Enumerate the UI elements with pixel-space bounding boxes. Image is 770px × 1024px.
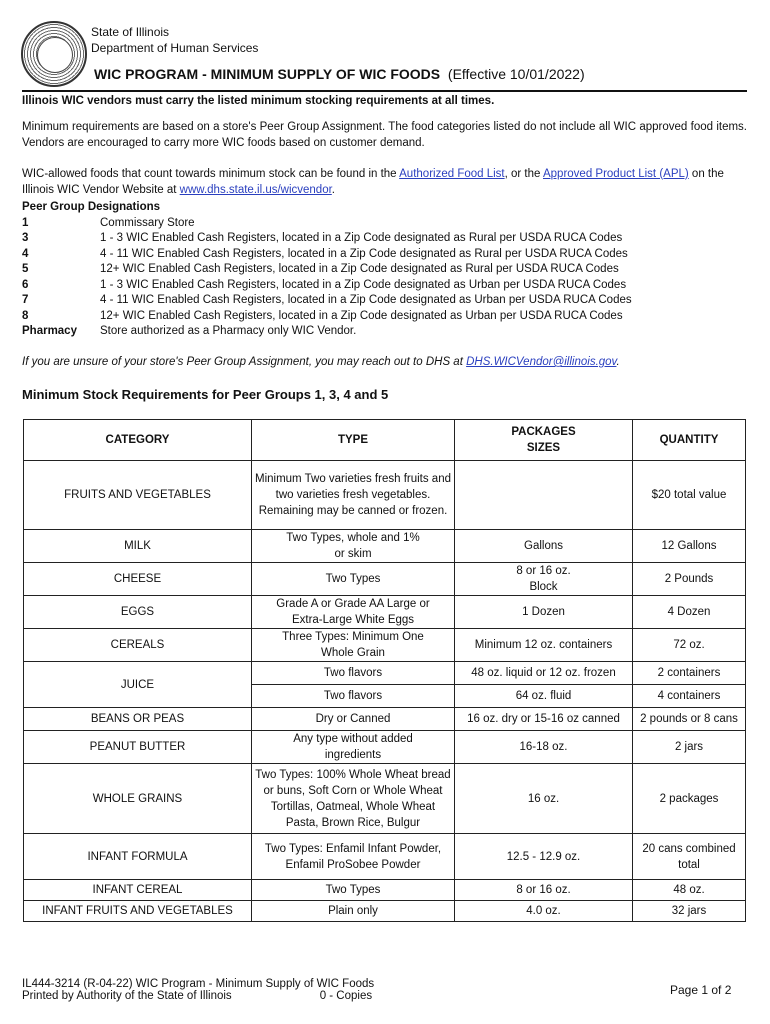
- title-rule: [22, 90, 747, 92]
- cell-type: Two flavors: [252, 685, 455, 708]
- copies-count: 0 - Copies: [319, 990, 373, 1002]
- cell-type: Grade A or Grade AA Large or Extra-Large White Eggs: [252, 596, 455, 629]
- cell-category: WHOLE GRAINS: [24, 764, 252, 834]
- cell-size: 1 Dozen: [455, 596, 633, 629]
- cell-type: Any type without added ingredients: [252, 731, 455, 764]
- cell-quantity: 48 oz.: [633, 880, 746, 901]
- cell-type: Three Types: Minimum One Whole Grain: [252, 629, 455, 662]
- header-quantity: QUANTITY: [633, 420, 746, 461]
- cell-category: CHEESE: [24, 563, 252, 596]
- note-end: .: [616, 356, 620, 368]
- vendor-website-link[interactable]: www.dhs.state.il.us/wicvendor: [179, 184, 332, 196]
- form-footer: [22, 978, 374, 1002]
- cell-quantity: 2 packages: [633, 764, 746, 834]
- table-row: [24, 708, 746, 731]
- cell-quantity: 20 cans combined total: [633, 834, 746, 880]
- cell-type: Two Types: [252, 563, 455, 596]
- allowed-end-text: .: [331, 184, 335, 196]
- cell-category: CEREALS: [24, 629, 252, 662]
- note-text: If you are unsure of your store's Peer Group Assignment, you may reach out to DHS at: [22, 356, 467, 368]
- cell-category: BEANS OR PEAS: [24, 708, 252, 731]
- header-type: TYPE: [252, 420, 455, 461]
- cell-quantity: 2 Pounds: [633, 563, 746, 596]
- header-package-sizes: PACKAGES SIZES: [455, 420, 633, 461]
- cell-quantity: 2 pounds or 8 cans: [633, 708, 746, 731]
- cell-size: 8 or 16 oz.: [455, 880, 633, 901]
- cell-category: MILK: [24, 530, 252, 563]
- allowed-mid-text: , or the: [504, 168, 543, 180]
- cell-size: 12.5 - 12.9 oz.: [455, 834, 633, 880]
- cell-type: Dry or Canned: [252, 708, 455, 731]
- cell-size: 16 oz. dry or 15-16 oz canned: [455, 708, 633, 731]
- table-row: [24, 563, 746, 596]
- cell-quantity: 4 Dozen: [633, 596, 746, 629]
- dhs-email-link[interactable]: DHS.WICVendor@illinois.gov: [466, 356, 617, 368]
- peer-group-list: [22, 200, 632, 340]
- cell-type: Plain only: [252, 901, 455, 922]
- cell-quantity: 32 jars: [633, 901, 746, 922]
- table-row: [24, 629, 746, 662]
- table-header-row: [24, 420, 746, 461]
- cell-category: EGGS: [24, 596, 252, 629]
- agency-header: [91, 24, 258, 56]
- allowed-mid2-text: on the Illinois WIC Vendor Website at: [22, 168, 724, 196]
- table-row: [24, 880, 746, 901]
- cell-type: Two Types, whole and 1% or skim: [252, 530, 455, 563]
- cell-type: Two flavors: [252, 662, 455, 685]
- peer-group-item: 4 4 - 11 WIC Enabled Cash Registers, located in a Zip Code designated as Rural per USDA RUCA Codes: [22, 247, 628, 260]
- cell-quantity: $20 total value: [633, 461, 746, 530]
- page-number: Page 1 of 2: [670, 983, 732, 997]
- department-name: Department of Human Services: [91, 41, 259, 55]
- cell-size: Gallons: [455, 530, 633, 563]
- table-row: [24, 731, 746, 764]
- printed-by: Printed by Authority of the State of Illinois: [22, 990, 232, 1002]
- title-text: WIC PROGRAM - MINIMUM SUPPLY OF WIC FOODS: [94, 66, 441, 82]
- must-carry-statement: Illinois WIC vendors must carry the listed minimum stocking requirements at all times.: [22, 95, 495, 107]
- approved-product-list-link[interactable]: Approved Product List (APL): [542, 168, 689, 180]
- header-category: CATEGORY: [24, 420, 252, 461]
- authorized-food-list-link[interactable]: Authorized Food List: [399, 168, 505, 180]
- cell-quantity: 12 Gallons: [633, 530, 746, 563]
- cell-size: 48 oz. liquid or 12 oz. frozen: [455, 662, 633, 685]
- cell-type: Two Types: 100% Whole Wheat bread or buns, Soft Corn or Whole Wheat Tortillas, Oatmeal, Whole Wheat Pasta, Brown Rice, Bulgur: [252, 764, 455, 834]
- table-row: [24, 764, 746, 834]
- peer-group-item: 1 Commissary Store: [22, 216, 195, 229]
- cell-quantity: 72 oz.: [633, 629, 746, 662]
- cell-category: PEANUT BUTTER: [24, 731, 252, 764]
- allowed-foods-paragraph: [22, 166, 747, 198]
- cell-quantity: 2 containers: [633, 662, 746, 685]
- section-title: Minimum Stock Requirements for Peer Groups 1, 3, 4 and 5: [22, 387, 389, 402]
- table-row: [24, 596, 746, 629]
- table-row: [24, 901, 746, 922]
- cell-type: Minimum Two varieties fresh fruits and two varieties fresh vegetables. Remaining may be canned or frozen.: [252, 461, 455, 530]
- state-name: State of Illinois: [91, 25, 170, 39]
- peer-group-heading: Peer Group Designations: [22, 201, 161, 213]
- requirements-paragraph: Minimum requirements are based on a store's Peer Group Assignment. The food categories listed do not include all WIC approved food items. Vendors are encouraged to carry more WIC foods based on customer demand.: [22, 121, 747, 149]
- peer-group-item: Pharmacy Store authorized as a Pharmacy only WIC Vendor.: [22, 325, 357, 337]
- document-title: [94, 66, 585, 82]
- table-row: [24, 530, 746, 563]
- peer-group-item: 7 4 - 11 WIC Enabled Cash Registers, located in a Zip Code designated as Urban per USDA RUCA Codes: [22, 294, 632, 306]
- table-row: [24, 662, 746, 685]
- minimum-stock-table: [23, 419, 746, 922]
- cell-size: 4.0 oz.: [455, 901, 633, 922]
- peer-group-item: 8 12+ WIC Enabled Cash Registers, located in a Zip Code designated as Urban per USDA RUCA Codes: [22, 309, 623, 322]
- cell-quantity: 2 jars: [633, 731, 746, 764]
- cell-size: 8 or 16 oz. Block: [455, 563, 633, 596]
- effective-date: (Effective 10/01/2022): [447, 66, 585, 82]
- allowed-prefix-text: WIC-allowed foods that count towards minimum stock can be found in the: [22, 168, 400, 180]
- cell-type: Two Types: Enfamil Infant Powder, Enfamil ProSobee Powder: [252, 834, 455, 880]
- cell-category: JUICE: [24, 662, 252, 708]
- table-row: [24, 461, 746, 530]
- peer-group-item: 5 12+ WIC Enabled Cash Registers, located in a Zip Code designated as Rural per USDA RUCA Codes: [22, 263, 619, 275]
- cell-size: 16 oz.: [455, 764, 633, 834]
- cell-category: INFANT FRUITS AND VEGETABLES: [24, 901, 252, 922]
- form-id: IL444-3214 (R-04-22) WIC Program - Minimum Supply of WIC Foods: [22, 978, 375, 990]
- print-authority: [22, 990, 374, 1002]
- cell-quantity: 4 containers: [633, 685, 746, 708]
- cell-category: INFANT CEREAL: [24, 880, 252, 901]
- cell-category: FRUITS AND VEGETABLES: [24, 461, 252, 530]
- cell-size: Minimum 12 oz. containers: [455, 629, 633, 662]
- cell-category: INFANT FORMULA: [24, 834, 252, 880]
- peer-group-item: 6 1 - 3 WIC Enabled Cash Registers, located in a Zip Code designated as Urban per USDA RUCA Codes: [22, 278, 627, 291]
- peer-group-contact-note: [22, 356, 620, 368]
- peer-group-item: 3 1 - 3 WIC Enabled Cash Registers, located in a Zip Code designated as Rural per USDA RUCA Codes: [22, 232, 623, 244]
- table-row: [24, 834, 746, 880]
- illinois-state-seal: [21, 21, 87, 87]
- cell-size: 64 oz. fluid: [455, 685, 633, 708]
- cell-size: [455, 461, 633, 530]
- cell-type: Two Types: [252, 880, 455, 901]
- cell-size: 16-18 oz.: [455, 731, 633, 764]
